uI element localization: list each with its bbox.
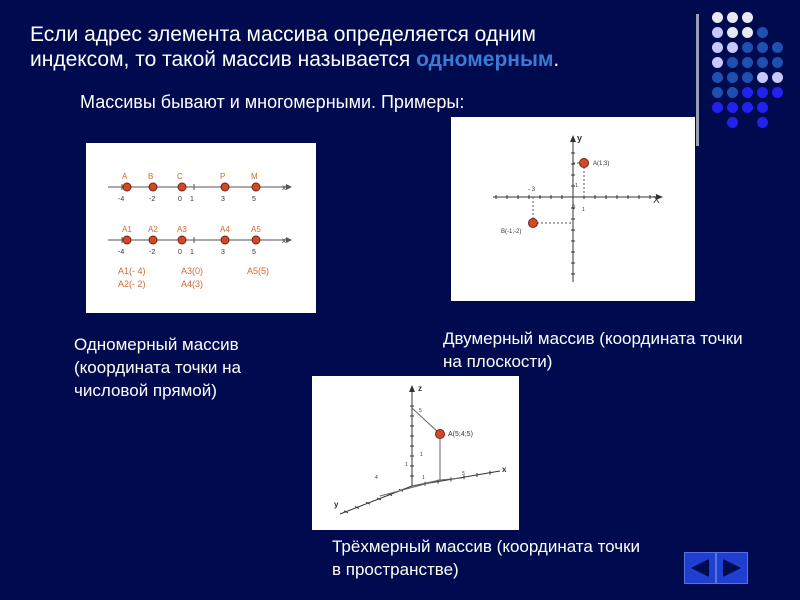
tick-label: 0 — [178, 196, 182, 203]
point-marker — [149, 236, 157, 244]
slide-title — [30, 22, 630, 72]
coord-a2: A2(- 2) — [118, 279, 146, 289]
point-marker — [149, 183, 157, 191]
point-label: P — [220, 172, 226, 181]
tick-label: -4 — [118, 249, 125, 256]
decorative-dot — [727, 27, 738, 38]
tick-label: -2 — [149, 196, 156, 203]
decorative-dot — [727, 72, 738, 83]
decorative-dot — [727, 57, 738, 68]
coord-a4: A4(3) — [181, 279, 204, 289]
x-axis-label: x — [502, 465, 507, 474]
one-dim-caption: Одномерный массив (координата точки на числовой прямой) — [74, 335, 241, 400]
arrow-icon — [286, 237, 292, 243]
tick-label-x: 1 — [582, 207, 585, 213]
two-dim-svg — [451, 117, 695, 301]
coord-a5: A5(5) — [247, 266, 270, 276]
tick-label: 5 — [462, 471, 465, 477]
coord-a1: A1(- 4) — [118, 266, 146, 276]
tick-label: 1 — [405, 462, 408, 468]
three-dim-caption: Трёхмерный массив (координата точки в пространстве) — [332, 537, 641, 579]
point-marker — [178, 183, 186, 191]
tick-label: 1 — [422, 475, 425, 481]
tick-label: -4 — [118, 196, 125, 203]
decorative-dot — [727, 102, 738, 113]
decorative-dot — [742, 57, 753, 68]
point-marker — [123, 236, 131, 244]
decorative-dot — [742, 87, 753, 98]
decorative-dot — [727, 117, 738, 128]
decorative-dot — [712, 87, 723, 98]
decorative-dot — [727, 87, 738, 98]
point-label: A — [122, 172, 128, 181]
slide-subtitle: Массивы бывают и многомерными. Примеры: — [80, 92, 465, 112]
decorative-dot — [757, 57, 768, 68]
point-b — [529, 219, 538, 228]
decorative-dot — [712, 27, 723, 38]
one-dim-svg — [86, 143, 316, 313]
tick-label: 1 — [190, 196, 194, 203]
decorative-dot — [757, 42, 768, 53]
point-label: C — [177, 172, 183, 181]
arrow-left-icon — [685, 553, 715, 583]
decorative-dot — [712, 42, 723, 53]
coord-a3: A3(0) — [181, 266, 204, 276]
three-dim-diagram — [312, 376, 519, 530]
points-line-2 — [122, 225, 261, 244]
point-label: A1 — [122, 225, 132, 234]
axis-label-x1: x — [282, 183, 286, 192]
tick-label: 1 — [420, 452, 423, 458]
y-axis-label: y — [334, 500, 339, 509]
point-label: A4 — [220, 225, 230, 234]
point-label: A5 — [251, 225, 261, 234]
title-text: Если адрес элемента массива определяется одним индексом, то такой массив называется — [30, 23, 536, 71]
tick-label: 4 — [375, 475, 378, 481]
tick-label: 1 — [190, 249, 194, 256]
decorative-dot — [742, 12, 753, 23]
y-axis-label: y — [577, 133, 583, 143]
decorative-dot — [772, 42, 783, 53]
arrow-icon — [409, 385, 415, 392]
axis-ticks — [344, 406, 490, 513]
origin-label: 0 — [572, 205, 576, 211]
decorative-dot — [742, 72, 753, 83]
z-axis-label: z — [418, 384, 422, 393]
decorative-dot — [757, 102, 768, 113]
decorative-dot — [757, 72, 768, 83]
tick-label: 3 — [221, 249, 225, 256]
decorative-dot — [772, 72, 783, 83]
arrow-right-icon — [717, 553, 747, 583]
point-marker — [123, 183, 131, 191]
prev-slide-button[interactable] — [684, 552, 716, 584]
tick-label: 5 — [419, 408, 422, 414]
decorative-dot — [772, 57, 783, 68]
point-marker — [178, 236, 186, 244]
tick-label: 5 — [252, 249, 256, 256]
point-a — [580, 159, 589, 168]
decorative-dot — [727, 12, 738, 23]
arrow-icon — [286, 184, 292, 190]
decorative-dot — [712, 72, 723, 83]
point-a — [436, 430, 445, 439]
decorative-dot — [757, 87, 768, 98]
title-highlight: одномерным — [416, 48, 554, 71]
point-b-label: B(-1;-2) — [501, 229, 522, 235]
decorative-dot — [742, 42, 753, 53]
decorative-dot — [742, 102, 753, 113]
decorative-dot — [742, 27, 753, 38]
one-dim-diagram — [86, 143, 316, 313]
decorative-dot — [757, 27, 768, 38]
point-label: M — [251, 172, 258, 181]
guide-line — [412, 480, 440, 486]
arrow-icon — [570, 135, 576, 142]
next-slide-button[interactable] — [716, 552, 748, 584]
tick-label-x-neg: - 3 — [528, 187, 536, 193]
decorative-dot — [712, 12, 723, 23]
point-marker — [221, 236, 229, 244]
tick-label: -2 — [149, 249, 156, 256]
decorative-dot — [727, 42, 738, 53]
three-dim-svg — [312, 376, 519, 530]
tick-label: 0 — [178, 249, 182, 256]
point-label: A2 — [148, 225, 158, 234]
two-dim-diagram — [451, 117, 695, 301]
point-marker — [252, 236, 260, 244]
points-line-1 — [122, 172, 260, 191]
decorative-dot — [772, 87, 783, 98]
tick-label-y: 1 — [575, 183, 578, 189]
decorative-dot — [757, 117, 768, 128]
point-marker — [252, 183, 260, 191]
guide-line — [412, 408, 440, 434]
axis-label-x2: x — [282, 236, 286, 245]
two-dim-caption: Двумерный массив (координата точки на плоскости) — [443, 329, 743, 371]
title-end: . — [553, 48, 560, 71]
tick-label: 5 — [252, 196, 256, 203]
point-a-label: A(5;4;5) — [448, 431, 473, 438]
tick-label: 3 — [221, 196, 225, 203]
point-label: B — [148, 172, 154, 181]
point-marker — [221, 183, 229, 191]
point-a-label: A(1;3) — [593, 161, 610, 167]
divider-line — [696, 14, 699, 146]
point-label: A3 — [177, 225, 187, 234]
decorative-dot — [712, 57, 723, 68]
decorative-dot — [712, 102, 723, 113]
x-axis-label: X — [653, 195, 660, 206]
